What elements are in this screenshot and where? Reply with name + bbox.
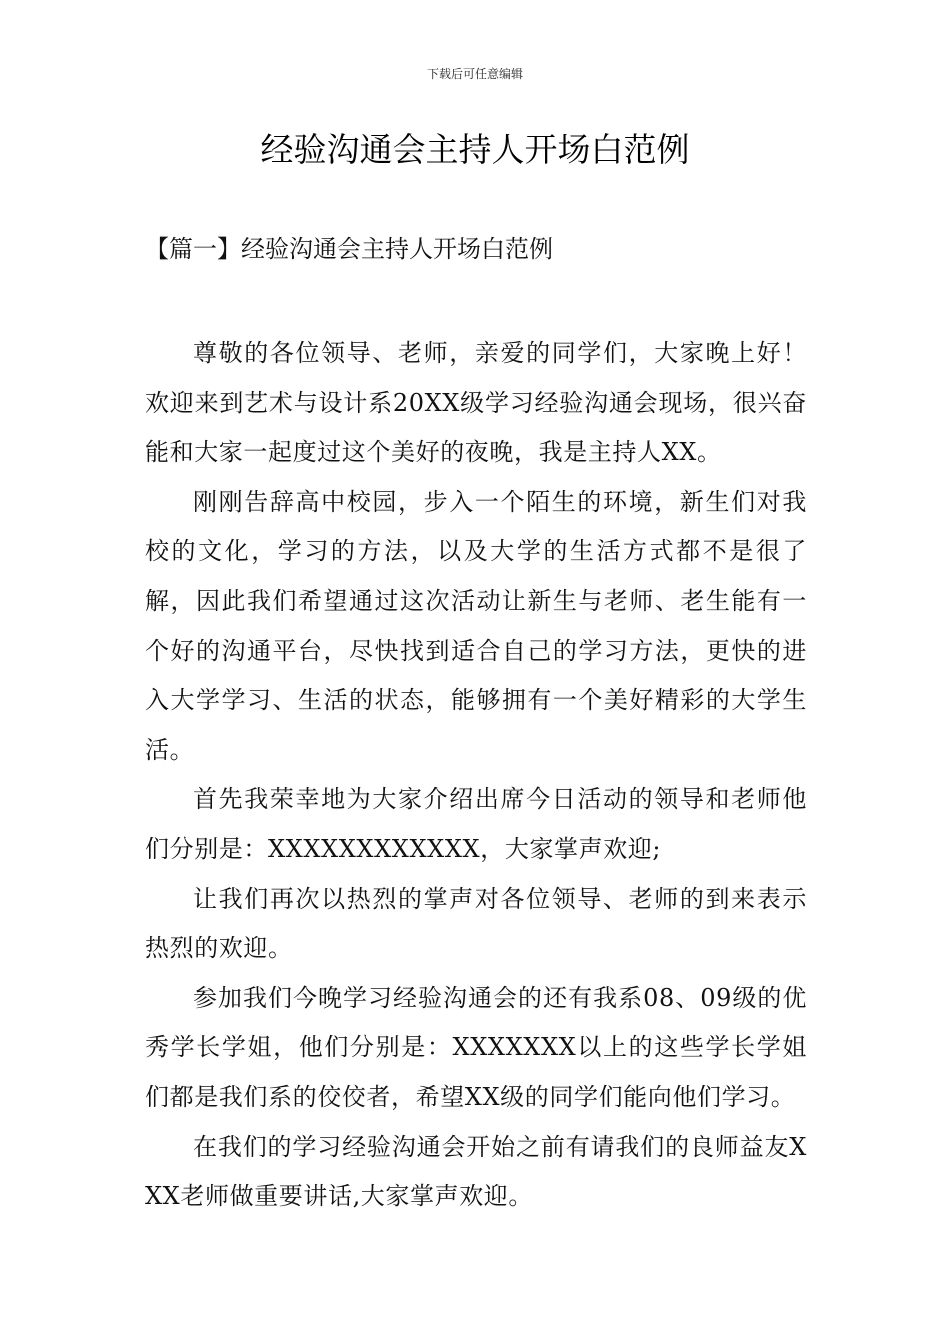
paragraph: 尊敬的各位领导、老师，亲爱的同学们，大家晚上好！欢迎来到艺术与设计系20XX级学习经验沟通会现场，很兴奋能和大家一起度过这个美好的夜晚，我是主持人XX。	[145, 339, 807, 467]
paragraph: 参加我们今晚学习经验沟通会的还有我系08、09级的优秀学长学姐，他们分别是：XXXXXXX以上的这些学长学姐们都是我们系的佼佼者，希望XX级的同学们能向他们学习。	[145, 983, 807, 1111]
section-heading: 【篇一】经验沟通会主持人开场白范例	[145, 235, 553, 263]
paragraph: 首先我荣幸地为大家介绍出席今日活动的领导和老师他们分别是：XXXXXXXXXXXX，大家掌声欢迎;	[145, 785, 807, 863]
paragraph: 刚刚告辞高中校园，步入一个陌生的环境，新生们对我校的文化，学习的方法，以及大学的生活方式都不是很了解，因此我们希望通过这次活动让新生与老师、老生能有一个好的沟通平台，尽快找到适合自己的学习方法，更快的进入大学学习、生活的状态，能够拥有一个美好精彩的大学生活。	[145, 487, 807, 764]
page-title: 经验沟通会主持人开场白范例	[260, 130, 690, 169]
paragraph: 让我们再次以热烈的掌声对各位领导、老师的到来表示热烈的欢迎。	[145, 884, 807, 963]
document-body	[145, 329, 807, 1222]
paragraph: 在我们的学习经验沟通会开始之前有请我们的良师益友XXX老师做重要讲话,大家掌声欢迎。	[145, 1132, 807, 1211]
header-note: 下载后可任意编辑	[426, 67, 523, 81]
